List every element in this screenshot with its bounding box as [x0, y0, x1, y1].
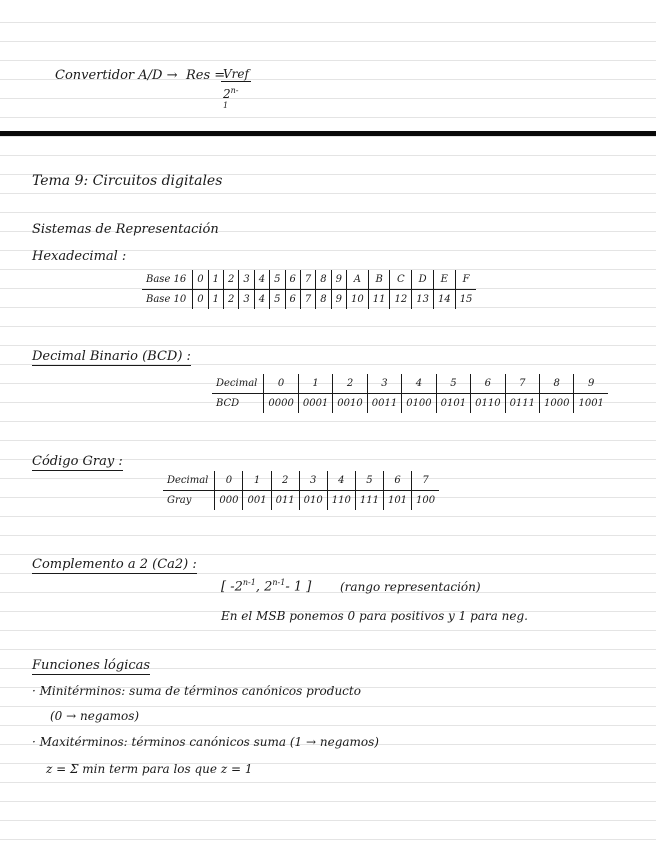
- table-cell: F: [455, 270, 476, 290]
- table-cell: 3: [299, 471, 327, 491]
- row-header: Gray: [167, 495, 192, 506]
- table-cell: 0000: [264, 394, 298, 414]
- table-cell: 5: [436, 374, 470, 394]
- maxterminos-line: · Maxitérminos: términos canónicos suma (1 → negamos): [32, 735, 379, 749]
- table-cell: 0: [264, 374, 298, 394]
- table-cell: 7: [412, 471, 440, 491]
- table-cell: 14: [433, 290, 455, 310]
- table-cell: 5: [270, 290, 285, 310]
- table-row: [163, 491, 439, 511]
- table-cell: 3: [239, 270, 254, 290]
- table-cell: 0: [193, 270, 208, 290]
- table-cell: 0010: [333, 394, 367, 414]
- hex-label: Hexadecimal :: [32, 249, 127, 264]
- funciones-heading: Funciones lógicas: [32, 658, 151, 673]
- table-cell: 100: [412, 491, 440, 511]
- ca2-msb-note: En el MSB ponemos 0 para positivos y 1 para neg.: [221, 609, 528, 623]
- minterminos-line: · Minitérminos: suma de términos canónicos producto: [32, 684, 361, 698]
- table-cell: 0001: [298, 394, 332, 414]
- table-cell: 8: [316, 290, 331, 310]
- row-header: Decimal: [212, 374, 264, 394]
- table-cell: 1: [243, 471, 271, 491]
- fraction-denominator: 2$^{n-1}$: [223, 86, 239, 110]
- table-cell: 6: [383, 471, 411, 491]
- table-cell: 0110: [471, 394, 505, 414]
- ca2-range: [ -2$^{n-1}$, 2$^{n-1}$- 1 ]: [221, 578, 312, 595]
- table-cell: B: [368, 270, 390, 290]
- table-cell: 4: [254, 290, 269, 310]
- table-cell: 010: [299, 491, 327, 511]
- page-title: Tema 9: Circuitos digitales: [32, 173, 223, 189]
- hex-table: [142, 270, 476, 309]
- table-cell: 10: [347, 290, 369, 310]
- table-cell: 4: [402, 374, 436, 394]
- table-cell: 4: [254, 270, 269, 290]
- table-cell: D: [412, 270, 434, 290]
- table-cell: C: [390, 270, 412, 290]
- table-cell: E: [433, 270, 455, 290]
- table-cell: 1000: [540, 394, 574, 414]
- table-cell: 13: [412, 290, 434, 310]
- table-cell: 9: [331, 290, 346, 310]
- z-sum-line: z = Σ min term para los que z = 1: [46, 762, 253, 776]
- ca2-heading: Complemento a 2 (Ca2) :: [32, 557, 197, 572]
- table-cell: 2: [271, 471, 299, 491]
- row-header: BCD: [216, 398, 240, 409]
- table-cell: 110: [327, 491, 355, 511]
- table-cell: 0100: [402, 394, 436, 414]
- ca2-range-note: (rango representación): [340, 580, 481, 594]
- section-divider: [0, 131, 656, 136]
- table-cell: 9: [331, 270, 346, 290]
- table-row: [163, 471, 439, 491]
- table-cell: 2: [224, 290, 239, 310]
- table-cell: 0111: [505, 394, 539, 414]
- table-cell: 9: [574, 374, 608, 394]
- row-header: Base 16: [142, 270, 193, 290]
- table-row: [142, 270, 476, 290]
- table-cell: 6: [285, 270, 300, 290]
- table-cell: 11: [368, 290, 390, 310]
- table-cell: 0: [193, 290, 208, 310]
- table-cell: 7: [300, 290, 315, 310]
- table-cell: 101: [383, 491, 411, 511]
- table-cell: 7: [505, 374, 539, 394]
- table-cell: 5: [270, 270, 285, 290]
- table-cell: 2: [224, 270, 239, 290]
- minterminos-note: (0 → negamos): [50, 709, 140, 723]
- table-cell: 3: [367, 374, 401, 394]
- table-cell: 000: [215, 491, 243, 511]
- table-cell: A: [347, 270, 369, 290]
- table-cell: 2: [333, 374, 367, 394]
- sistemas-heading: Sistemas de Representación: [32, 222, 219, 237]
- table-cell: 6: [471, 374, 505, 394]
- bcd-heading: Decimal Binario (BCD) :: [32, 349, 191, 364]
- table-row: [212, 374, 608, 394]
- table-cell: 12: [390, 290, 412, 310]
- fraction-numerator: Vref: [223, 67, 249, 81]
- table-cell: 011: [271, 491, 299, 511]
- table-cell: 8: [540, 374, 574, 394]
- table-cell: 1: [298, 374, 332, 394]
- conversion-label: Convertidor A/D →: [55, 68, 178, 83]
- table-row: [142, 290, 476, 310]
- row-header: Decimal: [163, 471, 215, 491]
- table-cell: 4: [327, 471, 355, 491]
- row-header: Base 10: [146, 294, 187, 305]
- gray-heading: Código Gray :: [32, 454, 123, 469]
- table-cell: 001: [243, 491, 271, 511]
- table-cell: 111: [355, 491, 383, 511]
- table-cell: 0: [215, 471, 243, 491]
- table-cell: 8: [316, 270, 331, 290]
- table-cell: 1: [208, 270, 223, 290]
- table-cell: 7: [300, 270, 315, 290]
- table-cell: 3: [239, 290, 254, 310]
- table-cell: 5: [355, 471, 383, 491]
- table-cell: 1: [208, 290, 223, 310]
- table-cell: 15: [455, 290, 476, 310]
- table-cell: 0011: [367, 394, 401, 414]
- bcd-table: [212, 374, 608, 413]
- table-cell: 0101: [436, 394, 470, 414]
- gray-table: [163, 471, 439, 510]
- table-row: [212, 394, 608, 414]
- table-cell: 1001: [574, 394, 608, 414]
- table-cell: 6: [285, 290, 300, 310]
- resolution-label: Res =: [186, 68, 226, 83]
